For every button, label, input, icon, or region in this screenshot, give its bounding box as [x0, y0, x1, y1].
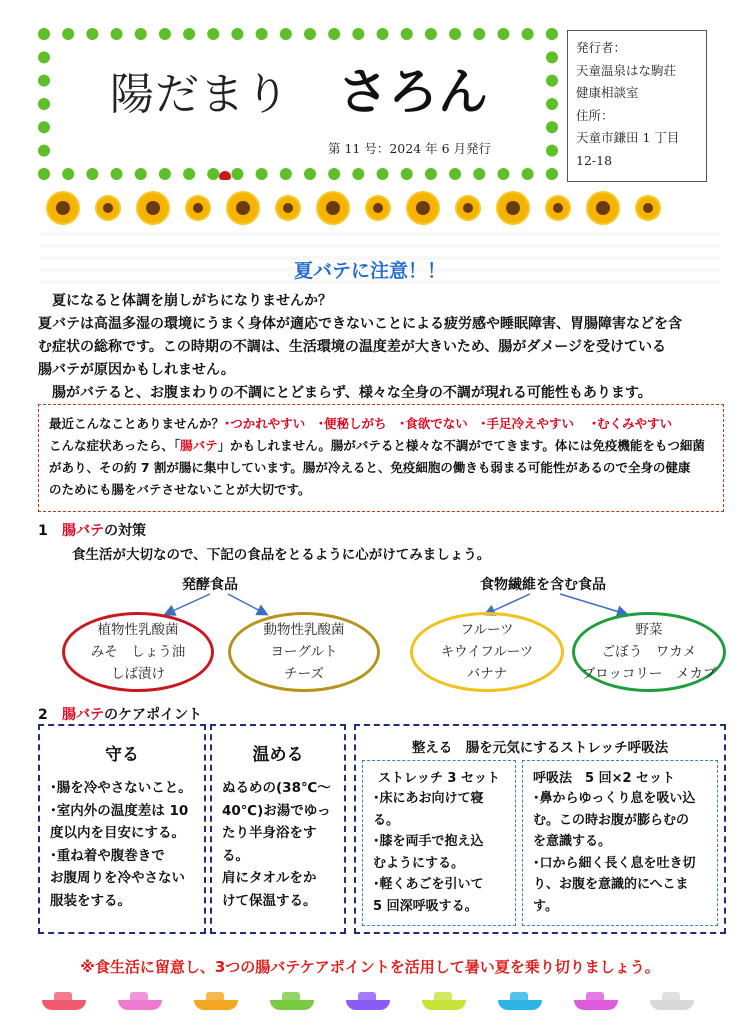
arrow-fiber-veg	[560, 594, 626, 614]
care-line: を意識する。	[533, 834, 612, 849]
section-highlight: 腸バテ	[62, 707, 104, 723]
intro-paragraph-1: 夏になると体調を崩しがちになりませんか？	[38, 293, 332, 309]
group-label-fiber: 食物繊維を含む食品	[480, 577, 606, 593]
care-line: たり半身浴をす	[222, 825, 317, 841]
symptom-text: があり、その約 7 割が腸に集中しています。腸が冷えると、免疫細胞の働きも弱まる可能性があるので全身の健康	[49, 460, 691, 475]
care-line: 40℃)お湯でゆっ	[222, 802, 331, 819]
intro-paragraph-3: 腸がバテると、お腹まわりの不調にとどまらず、様々な全身の不調が現れる可能性もあります。	[38, 385, 652, 401]
care-line: 度以内を目安にする。	[50, 825, 185, 841]
care-line: ぬるめの(38℃～	[222, 780, 331, 796]
publisher-line: 12-18	[576, 152, 613, 168]
issue-info: 第 11 号：2024 年 6 月発行	[328, 141, 492, 156]
care-line: ･口から細く長く息を吐き切	[533, 855, 696, 871]
boat-strip	[42, 992, 722, 1022]
care-line: り、お腹を意識的にへこま	[533, 877, 689, 892]
care-line: むようにする。	[373, 855, 465, 871]
care-title-adjust: 整える 腸を元気にするストレッチ呼吸法	[411, 740, 669, 756]
publisher-line: 天童温泉はな駒荘	[576, 62, 677, 78]
publisher-line: 天童市鎌田 1 丁目	[576, 130, 680, 145]
care-line: ･膝を両手で抱え込	[373, 834, 484, 849]
intro-paragraph-2a: 夏バテは高温多湿の環境にうまく身体が適応できないことによる疲労感や睡眠障害、胃腸障害などを含	[38, 316, 682, 332]
oval-line: 植物性乳酸菌	[97, 622, 179, 638]
stretch-text	[373, 788, 505, 917]
care-line: ･重ね着や腹巻きで	[50, 847, 165, 864]
breath-text	[533, 788, 707, 917]
oval-plant-lactic	[62, 612, 214, 692]
breath-title: 呼吸法 5 回×2 セット	[533, 771, 676, 786]
footer-note: ※食生活に留意し、3つの腸バテケアポイントを活用して暑い夏を乗り切りましょう。	[80, 958, 660, 976]
care-line: ･軽くあごを引いて	[373, 877, 484, 892]
group-label-fermented: 発酵食品	[182, 577, 238, 593]
symptom-list: ･つかれやすい ･便秘しがち ･食欲でない ･手足冷えやすい ･むくみやすい	[224, 416, 673, 431]
care-title-protect: 守る	[105, 745, 139, 765]
newsletter-title: 陽だまり	[110, 69, 290, 120]
section-title-text: のケアポイント	[104, 707, 202, 723]
care-line: 服装をする。	[50, 892, 131, 909]
care-line: む。この時お腹が膨らむの	[533, 812, 690, 828]
section-number: 1	[38, 523, 48, 539]
care-box-warm	[210, 724, 346, 934]
care-line: す。	[533, 898, 558, 914]
oval-line: ブロッコリー メカブ	[581, 666, 717, 682]
oval-animal-lactic	[228, 612, 380, 692]
section-number: 2	[38, 707, 48, 723]
care-line: けて保温する。	[222, 892, 317, 909]
care-text-protect	[50, 777, 194, 912]
care-line: ･鼻からゆっくり息を吸い込	[533, 791, 696, 806]
publisher-line: 住所：	[576, 107, 614, 123]
stretch-title: ストレッチ 3 セット	[378, 771, 500, 786]
oval-line: キウイフルーツ	[440, 644, 534, 660]
stretch-box	[362, 760, 516, 926]
care-line: ･床にあお向けて寝	[373, 791, 484, 806]
care-line: ･腸を冷やさないこと。	[50, 780, 192, 796]
symptom-highlight: 腸バテ	[180, 438, 218, 453]
care-line: る。	[373, 812, 400, 828]
care-line: 5 回深呼吸する。	[373, 898, 478, 914]
oval-line: バナナ	[466, 666, 508, 682]
oval-line: 野菜	[635, 622, 663, 638]
publisher-line: 健康相談室	[576, 85, 639, 100]
intro-paragraph-2b: む症状の総称です。この時期の不調は、生活環境の温度差が大きいため、腸がダメージを受けている	[38, 339, 667, 355]
oval-line: 動物性乳酸菌	[263, 622, 345, 638]
care-line: る。	[222, 847, 249, 864]
care-line: ･室内外の温度差は 10	[50, 802, 189, 819]
arrow-fermented-animal	[228, 594, 266, 614]
section-2-title	[38, 704, 202, 724]
newsletter-title-sub: さろん	[338, 63, 488, 121]
breath-box	[522, 760, 718, 926]
section-title-text: の対策	[104, 523, 146, 539]
oval-line: しば漬け	[111, 666, 165, 682]
arrow-fermented-plant	[166, 594, 210, 614]
care-box-protect	[38, 724, 206, 934]
oval-line: チーズ	[284, 666, 324, 682]
symptom-text: のためにも腸をバテさせないことが大切です。	[49, 482, 311, 497]
headline: 夏バテに注意！！	[293, 260, 446, 282]
oval-fruit	[410, 612, 564, 692]
arrow-fiber-fruit	[486, 594, 530, 614]
section-1-sub: 食生活が大切なので、下記の食品をとるように心がけてみましょう。	[72, 547, 491, 563]
symptom-text: こんな症状あったら、「	[49, 438, 181, 453]
care-line: 肩にタオルをか	[222, 870, 317, 886]
symptom-text: 」かもしれません。腸がバテると様々な不調がでてきます。体には免疫機能をもつ細菌	[217, 438, 705, 453]
oval-line: ヨーグルト	[270, 644, 338, 660]
oval-vegetable	[572, 612, 726, 692]
oval-line: みそ しょう油	[90, 644, 186, 660]
oval-line: ごぼう ワカメ	[601, 644, 697, 660]
oval-line: フルーツ	[460, 622, 514, 638]
intro-paragraph-2c: 腸バテが原因かもしれません。	[38, 362, 235, 378]
symptom-lead: 最近こんなことありませんか？	[49, 416, 225, 431]
care-text-warm	[222, 777, 334, 912]
care-title-warm: 温める	[252, 745, 304, 765]
section-highlight: 腸バテ	[62, 523, 104, 539]
publisher-line: 発行者：	[576, 40, 627, 55]
care-box-adjust	[354, 724, 726, 934]
care-line: お腹周りを冷やさない	[50, 870, 185, 886]
